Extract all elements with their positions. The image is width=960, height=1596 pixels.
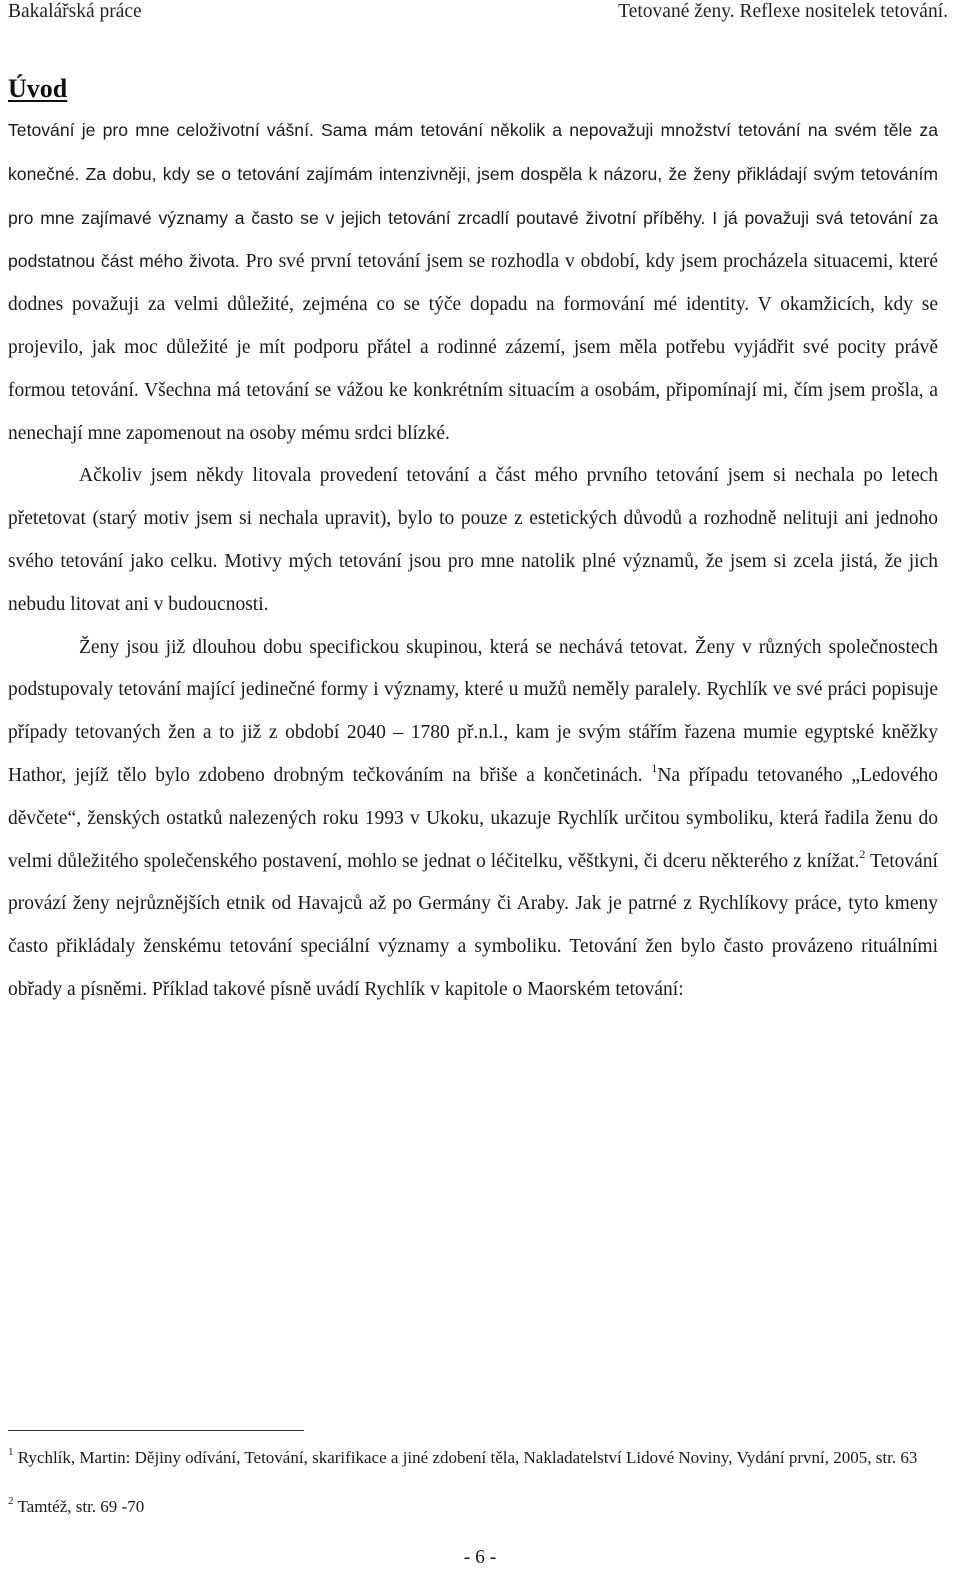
footnote-1: [8, 1446, 928, 1469]
paragraph-3-part-3: Tetování provází ženy nejrůznějších etnik od Havajců až po Germány či Araby. Jak je patrné z Rychlíkovy práce, tyto kmeny často přikládaly ženskému tetování speciální významy a symboliku. Tetování žen bylo často provázeno rituálními obřady a písněmi. Příklad takové písně uvádí Rychlík v kapitole o Maorském tetování:: [8, 850, 938, 1000]
footnote-2: [8, 1495, 928, 1518]
paragraph-3-part-1: Ženy jsou již dlouhou dobu specifickou skupinou, která se nechává tetovat. Ženy v různých společnostech podstupovaly tetování mající jedinečné formy i významy, které u mužů neměly paralely. Rychlík ve své práci popisuje případy tetovaných žen a to již z období 2040 – 1780 př.n.l., kam je svým stářím řazena mumie egyptské kněžky Hathor, jejíž tělo bylo zdobeno drobným tečkováním na břiše a končetinách.: [8, 636, 938, 786]
page-header: [8, 0, 948, 28]
footnotes: [8, 1446, 928, 1518]
paragraph-1-serif-part: Pro své první tetování jsem se rozhodla v období, kdy jsem procházela situacemi, které dodnes považuji za velmi důležité, zejména co se týče dopadu na formování mé identity. V okamžicích, kdy se projevilo, jak moc důležité je mít podporu přátel a rodinné zázemí, jsem měla potřebu vyjádřit své pocity právě formou tetování. Všechna má tetování se vážou ke konkrétním situacím a osobám, připomínají mi, čím jsem prošla, a nenechají mne zapomenout na osoby mému srdci blízké.: [8, 251, 938, 444]
page-number: - 6 -: [463, 1547, 497, 1568]
section-heading: Úvod: [8, 74, 68, 103]
footnote-2-number: 2: [8, 1495, 14, 1507]
footnote-ref-2[interactable]: 2: [859, 846, 866, 861]
header-document-title: Tetované ženy. Reflexe nositelek tetování.: [618, 1, 948, 22]
footnote-1-number: 1: [8, 1446, 14, 1458]
footnote-2-text: Tamtéž, str. 69 -70: [17, 1497, 145, 1516]
paragraph-3: [8, 627, 938, 1012]
header-document-type: Bakalářská práce: [8, 1, 142, 22]
footnote-separator: [8, 1430, 304, 1431]
paragraph-1-sans-part: Tetování je pro mne celoživotní vášní. Sama mám tetování několik a nepovažuji množství tetování na svém těle za konečné. Za dobu, kdy se o tetování zajímám intenzivněji, jsem dospěla k názoru, že ženy přikládají svým tetováním pro mne zajímavé významy a často se v jejich tetování zrcadlí poutavé životní příběhy. I já považuji svá tetování za podstatnou část mého života.: [8, 120, 938, 272]
paragraph-2: Ačkoliv jsem někdy litovala provedení tetování a část mého prvního tetování jsem si nechala po letech přetetovat (starý motiv jsem si nechala upravit), bylo to pouze z estetických důvodů a rozhodně nelituji ani jednoho svého tetování jako celku. Motivy mých tetování jsou pro mne natolik plné významů, že jsem si zcela jistá, že jich nebudu litovat ani v budoucnosti.: [8, 465, 938, 615]
footnote-ref-1[interactable]: 1: [651, 760, 658, 775]
paragraph-3-part-2: Na případu tetovaného „Ledového děvčete“, ženských ostatků nalezených roku 1993 v Ukoku, ukazuje Rychlík určitou symboliku, která řadila ženu do velmi důležitého společenského postavení, mohlo se jednat o léčitelku, věštkyni, či dceru některého z knížat.: [8, 764, 939, 872]
paragraph-1: [8, 109, 938, 455]
footnote-1-text: Rychlík, Martin: Dějiny odívání, Tetování, skarifikace a jiné zdobení těla, Nakladatelství Lidové Noviny, Vydání první, 2005, str. 63: [17, 1448, 918, 1467]
body-text: [8, 109, 938, 1012]
